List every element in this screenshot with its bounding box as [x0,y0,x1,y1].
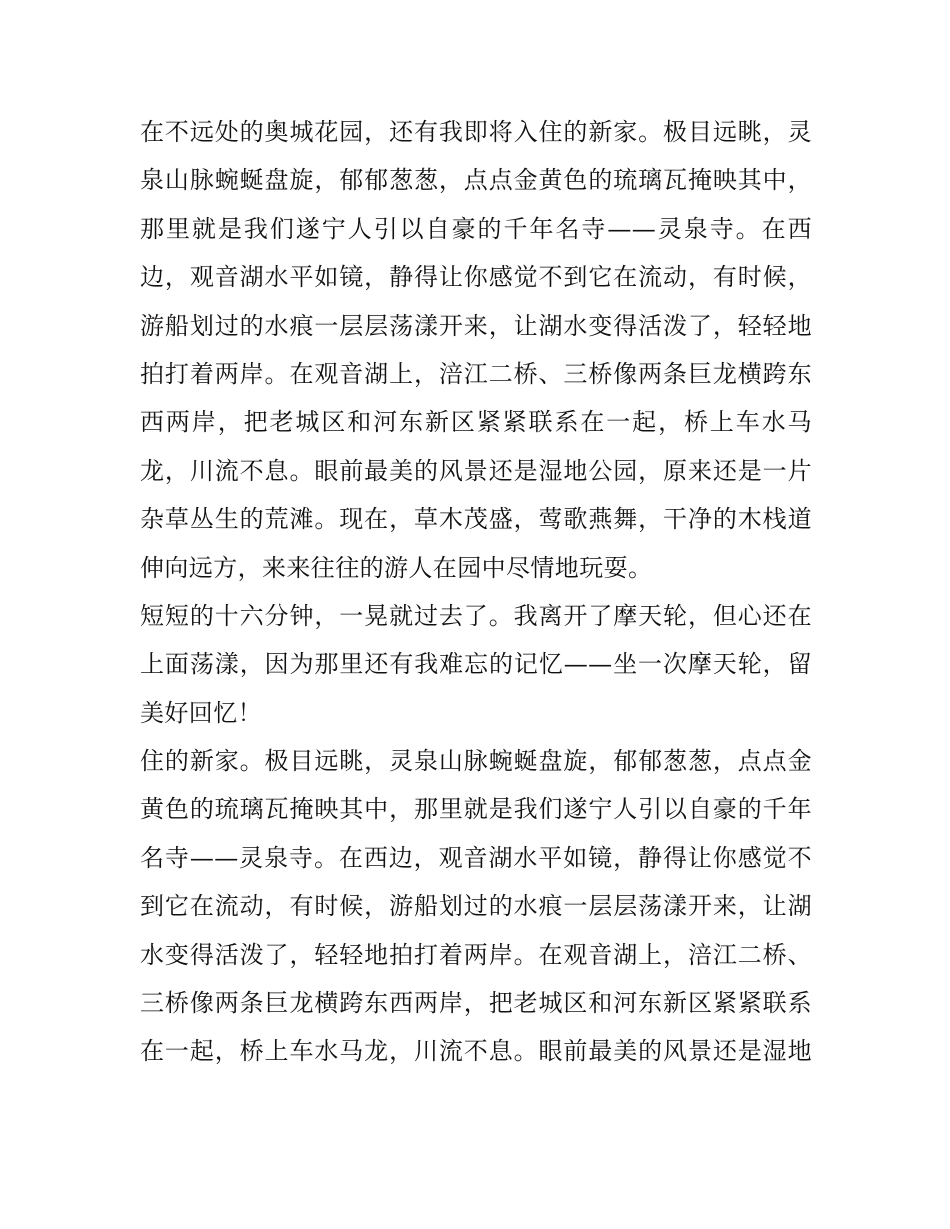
text-line: 住的新家。极目远眺，灵泉山脉蜿蜒盘旋，郁郁葱葱，点点金 [140,747,812,776]
text-line: 拍打着两岸。在观音湖上，涪江二桥、三桥像两条巨龙横跨东 [140,359,812,388]
text-line: 边，观音湖水平如镜，静得让你感觉不到它在流动，有时候， [140,263,812,292]
text-line: 在一起，桥上车水马龙，川流不息。眼前最美的风景还是湿地 [140,1037,812,1066]
text-line: 西两岸，把老城区和河东新区紧紧联系在一起，桥上车水马 [140,408,812,437]
text-line: 杂草丛生的荒滩。现在，草木茂盛，莺歌燕舞，干净的木栈道 [140,505,812,534]
text-line: 到它在流动，有时候，游船划过的水痕一层层荡漾开来，让湖 [140,892,812,921]
text-line: 龙，川流不息。眼前最美的风景还是湿地公园，原来还是一片 [140,456,812,485]
text-line: 短短的十六分钟，一晃就过去了。我离开了摩天轮，但心还在 [140,601,812,630]
text-line: 伸向远方，来来往往的游人在园中尽情地玩耍。 [140,553,653,582]
text-line: 那里就是我们遂宁人引以自豪的千年名寺——灵泉寺。在西 [140,214,812,243]
text-line: 泉山脉蜿蜒盘旋，郁郁葱葱，点点金黄色的琉璃瓦掩映其中， [140,166,812,195]
text-line: 美好回忆！ [140,698,262,727]
document-body [140,108,812,1076]
text-line: 上面荡漾，因为那里还有我难忘的记忆——坐一次摩天轮，留 [140,650,812,679]
text-line: 游船划过的水痕一层层荡漾开来，让湖水变得活泼了，轻轻地 [140,311,812,340]
text-line: 三桥像两条巨龙横跨东西两岸，把老城区和河东新区紧紧联系 [140,989,812,1018]
text-line: 水变得活泼了，轻轻地拍打着两岸。在观音湖上，涪江二桥、 [140,940,812,969]
text-line: 在不远处的奥城花园，还有我即将入住的新家。极目远眺，灵 [140,118,812,146]
text-line: 名寺——灵泉寺。在西边，观音湖水平如镜，静得让你感觉不 [140,843,812,872]
text-line: 黄色的琉璃瓦掩映其中，那里就是我们遂宁人引以自豪的千年 [140,795,812,824]
